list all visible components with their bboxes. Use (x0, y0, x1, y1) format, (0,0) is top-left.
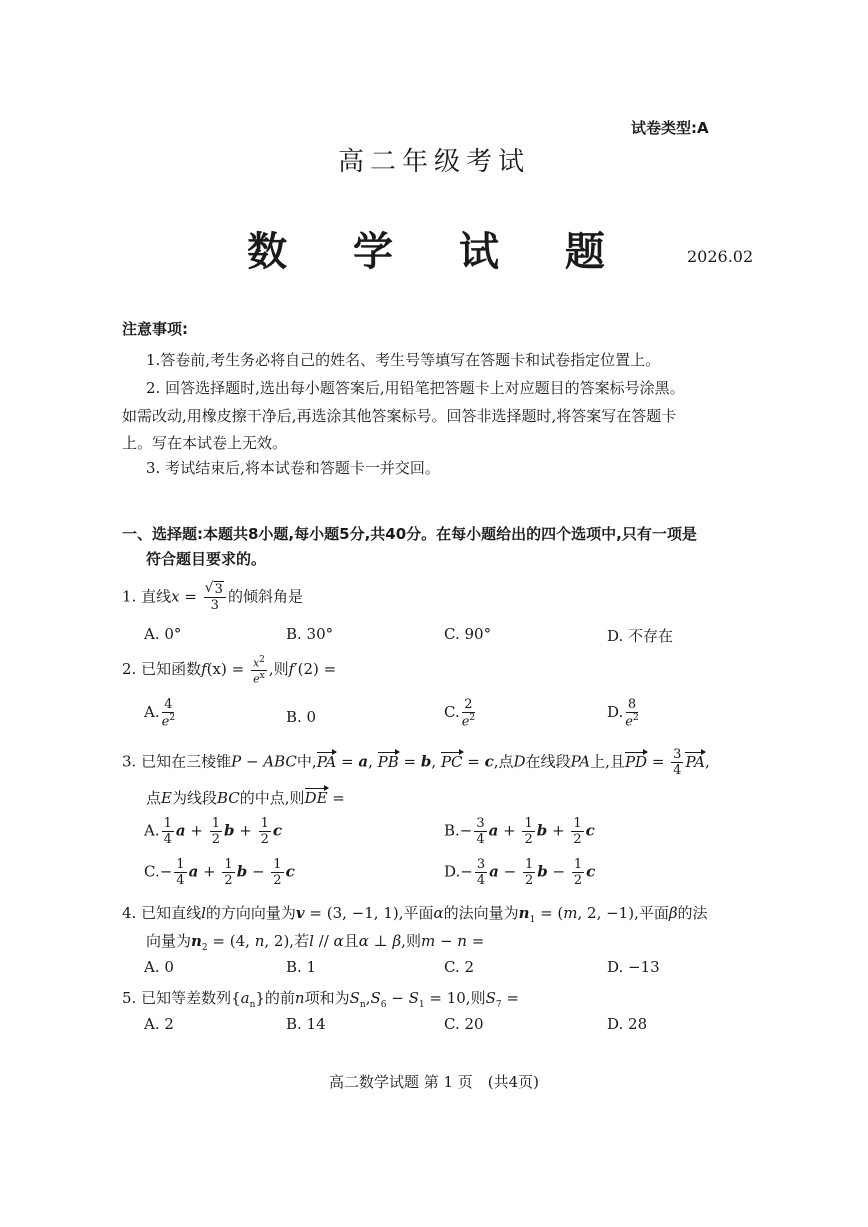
q1-option-b: B. 30° (286, 625, 334, 643)
q5-s1: S (408, 989, 419, 1007)
section-heading: 一、选择题:本题共8小题,每小题5分,共40分。在每小题给出的四个选项中,只有一项是 (122, 525, 697, 543)
q3-abc: ABC (263, 752, 297, 771)
q5-a-sub: n (249, 1000, 256, 1010)
q3-vec-de: DE (304, 789, 328, 807)
q3-frac-num: 3 (673, 747, 682, 762)
q4-n: n (254, 932, 265, 950)
q2-c-exp: 2 (469, 713, 476, 723)
q4-perp: ⊥ (368, 932, 393, 950)
q4-n1-sub: 1 (529, 915, 536, 925)
q3-vec-pa2: PA (685, 752, 706, 771)
q4-beta: β (668, 904, 678, 922)
q4-l2: l (309, 932, 314, 950)
q5-eq: = (501, 989, 519, 1007)
page-footer: 高二数学试题 第 1 页 (共4页) (328, 1073, 540, 1091)
q1-den: 3 (210, 598, 219, 613)
q3-text5: 上,且 (590, 752, 625, 771)
q5-a: a (240, 989, 250, 1007)
q4-option-c: C. 2 (444, 958, 475, 976)
q5-n: n (294, 989, 305, 1007)
q2-c-num: 2 (464, 697, 473, 712)
q3-text2: 中, (296, 752, 317, 771)
q4-alpha: α (433, 904, 444, 922)
q1-eq: = (179, 587, 202, 606)
q1-var: x (171, 587, 180, 606)
q2-num: x (252, 656, 260, 670)
q4-alpha3: α (358, 932, 369, 950)
q4-then: ,则 (401, 932, 421, 950)
q2-num-exp: 2 (259, 655, 265, 665)
q1-option-c: C. 90° (444, 625, 492, 643)
q1-num: 3 (214, 582, 223, 597)
question-2 (122, 656, 336, 684)
q3-p: P (231, 752, 242, 771)
q2-f: f (201, 660, 207, 679)
notes-title: 注意事项: (122, 320, 188, 338)
q4-t5: = ( (535, 904, 564, 922)
paper-type: 试卷类型:A (631, 119, 709, 137)
q2-fraction (251, 656, 267, 684)
q4-m2: m (420, 932, 436, 950)
q2-d-label: D. (607, 703, 624, 722)
q3-a: a (358, 752, 369, 771)
q3-text3: ,点 (493, 752, 514, 771)
q5-option-a: A. 2 (144, 1015, 174, 1033)
q2-a-den: e (161, 714, 170, 730)
question-4 (122, 902, 708, 925)
q3-vec-pb: PB (377, 752, 399, 771)
q4-t4: 的法向量为 (443, 904, 519, 922)
q3-eq: = (462, 752, 485, 771)
q3-option-a: A. $\frac{1}{4}$ a + $\frac{1}{2}$ b + $\frac{1}{2}$ c (144, 816, 283, 847)
q5-minus: − (386, 989, 409, 1007)
q4-option-b: B. 1 (286, 958, 317, 976)
q3-vec-pa: PA (316, 752, 337, 771)
q3-option-b: B.− $\frac{3}{4}$ a + $\frac{1}{2}$ b + $\frac{1}{2}$ c (444, 816, 595, 847)
q3-l2c: 的中点,则 (239, 789, 305, 807)
q2-fp-rest: ′(2) = (294, 660, 337, 679)
q3-vec-pc: PC (440, 752, 463, 771)
q4-m: m (563, 904, 578, 922)
q3-comma: , (431, 752, 441, 771)
q5-s1-sub: 1 (418, 1000, 425, 1010)
q5-comma: , (365, 989, 371, 1007)
q5-t4: = 10,则 (424, 989, 486, 1007)
q3-text: 3. 已知在三棱锥 (122, 752, 232, 771)
question-3-line2 (146, 787, 345, 808)
exam-date: 2026.02 (687, 247, 754, 266)
q5-option-b: B. 14 (286, 1015, 326, 1033)
q1-prefix: 1. 直线 (122, 587, 172, 606)
note-item-3: 3. 考试结束后,将本试卷和答题卡一并交回。 (146, 459, 440, 477)
q3-option-c: C.− $\frac{1}{4}$ a + $\frac{1}{2}$ b − $\frac{1}{2}$ c (144, 857, 295, 888)
q2-den-exp: x (259, 670, 265, 681)
q4-n1: n (518, 904, 530, 922)
q2-arg: (x) = (206, 660, 249, 679)
q2-d-num: 8 (627, 697, 637, 712)
q3-e: E (161, 789, 172, 807)
q3-eq: = (647, 752, 670, 771)
q3-bc: BC (216, 789, 240, 807)
q4-and: 且 (343, 932, 359, 950)
q4-t8: 向量为 (146, 932, 192, 950)
q3-eq: = (336, 752, 359, 771)
q2-fp: f (288, 660, 295, 679)
q4-n3: n (457, 932, 467, 950)
q4-t7: 的法 (677, 904, 708, 922)
q2-a-num: 4 (164, 697, 173, 712)
q5-sn: S (349, 989, 360, 1007)
q3-minus: − (241, 752, 264, 771)
question-5 (122, 987, 519, 1010)
q3-l2a: 点 (146, 789, 162, 807)
q2-option-b: B. 0 (286, 708, 317, 726)
q4-n2: n (191, 932, 202, 950)
q3-b: b (420, 752, 432, 771)
q3-l2b: 为线段 (171, 789, 217, 807)
q3-text4: 在线段 (525, 752, 571, 771)
q1-option-a: A. 0° (144, 625, 182, 643)
q5-sn-sub: n (359, 1000, 366, 1010)
q2-mid: ,则 (268, 660, 289, 679)
q4-v: v (295, 904, 305, 922)
q4-n2-sub: 2 (201, 943, 208, 953)
q4-beta2: β (392, 932, 402, 950)
q5-s6: S (370, 989, 381, 1007)
q5-s7-sub: 7 (495, 1000, 502, 1010)
q3-c: c (484, 752, 494, 771)
q5-t2: }的前 (255, 989, 295, 1007)
q2-option-a (144, 698, 177, 728)
question-1 (122, 583, 303, 612)
q4-parallel: // (313, 932, 334, 950)
q2-d-den: e (625, 714, 633, 730)
q1-suffix: 的倾斜角是 (227, 587, 303, 606)
q5-option-d: D. 28 (607, 1015, 648, 1033)
q4-l: l (201, 904, 206, 922)
q2-option-c (444, 698, 477, 728)
q3-option-d: D.− $\frac{3}{4}$ a − $\frac{1}{2}$ b − $\frac{1}{2}$ c (444, 857, 596, 888)
q2-prefix: 2. 已知函数 (122, 660, 202, 679)
q4-t3: = (3, −1, 1),平面 (304, 904, 434, 922)
q5-t3: 项和为 (304, 989, 350, 1007)
q4-eq: = (466, 932, 485, 950)
grade-heading: 高二年级考试 (337, 147, 530, 177)
q1-fraction (204, 583, 226, 612)
question-3 (122, 748, 710, 777)
q2-option-d (607, 698, 641, 728)
q4-t6: , 2, −1),平面 (577, 904, 669, 922)
q2-d-exp: 2 (632, 713, 639, 723)
q3-d: D (513, 752, 526, 771)
note-item-2-cont: 如需改动,用橡皮擦干净后,再选涂其他答案标号。回答非选择题时,将答案写在答题卡 (122, 407, 677, 425)
page-title: 数 学 试 题 (247, 228, 631, 275)
note-item-2: 2. 回答选择题时,选出每小题答案后,用铅笔把答题卡上对应题目的答案标号涂黑。 (146, 379, 685, 397)
q2-a-exp: 2 (169, 713, 176, 723)
section-heading-cont: 符合题目要求的。 (146, 550, 267, 568)
q5-s6-sub: 6 (380, 1000, 387, 1010)
note-item-2-end: 上。写在本试卷上无效。 (122, 434, 288, 452)
q4-t2: 的方向向量为 (205, 904, 296, 922)
q4-option-d: D. −13 (607, 958, 660, 976)
q5-s7: S (485, 989, 496, 1007)
note-item-1: 1.答卷前,考生务必将自己的姓名、考生号等填写在答题卡和试卷指定位置上。 (146, 351, 661, 369)
q3-eq: = (398, 752, 421, 771)
q3-comma: , (368, 752, 378, 771)
q5-option-c: C. 20 (444, 1015, 484, 1033)
q2-c-den: e (461, 714, 470, 730)
q3-l2d: = (327, 789, 345, 807)
q4-t10: , 2),若 (264, 932, 310, 950)
q3-vec-pd: PD (624, 752, 648, 771)
q2-den: e (253, 672, 260, 686)
q4-t9: = (4, (207, 932, 255, 950)
question-4-line2 (146, 930, 484, 953)
q3-frac-den: 4 (673, 763, 682, 778)
q4-option-a: A. 0 (144, 958, 174, 976)
q3-end: , (705, 752, 710, 771)
q5-t1: 5. 已知等差数列{ (122, 989, 241, 1007)
q1-option-d: D. 不存在 (607, 627, 674, 645)
q2-a-label: A. (144, 703, 160, 722)
q4-alpha2: α (333, 932, 344, 950)
q4-t1: 4. 已知直线 (122, 904, 202, 922)
q4-minus: − (435, 932, 458, 950)
q2-c-label: C. (444, 703, 460, 722)
q3-pa: PA (570, 752, 591, 771)
